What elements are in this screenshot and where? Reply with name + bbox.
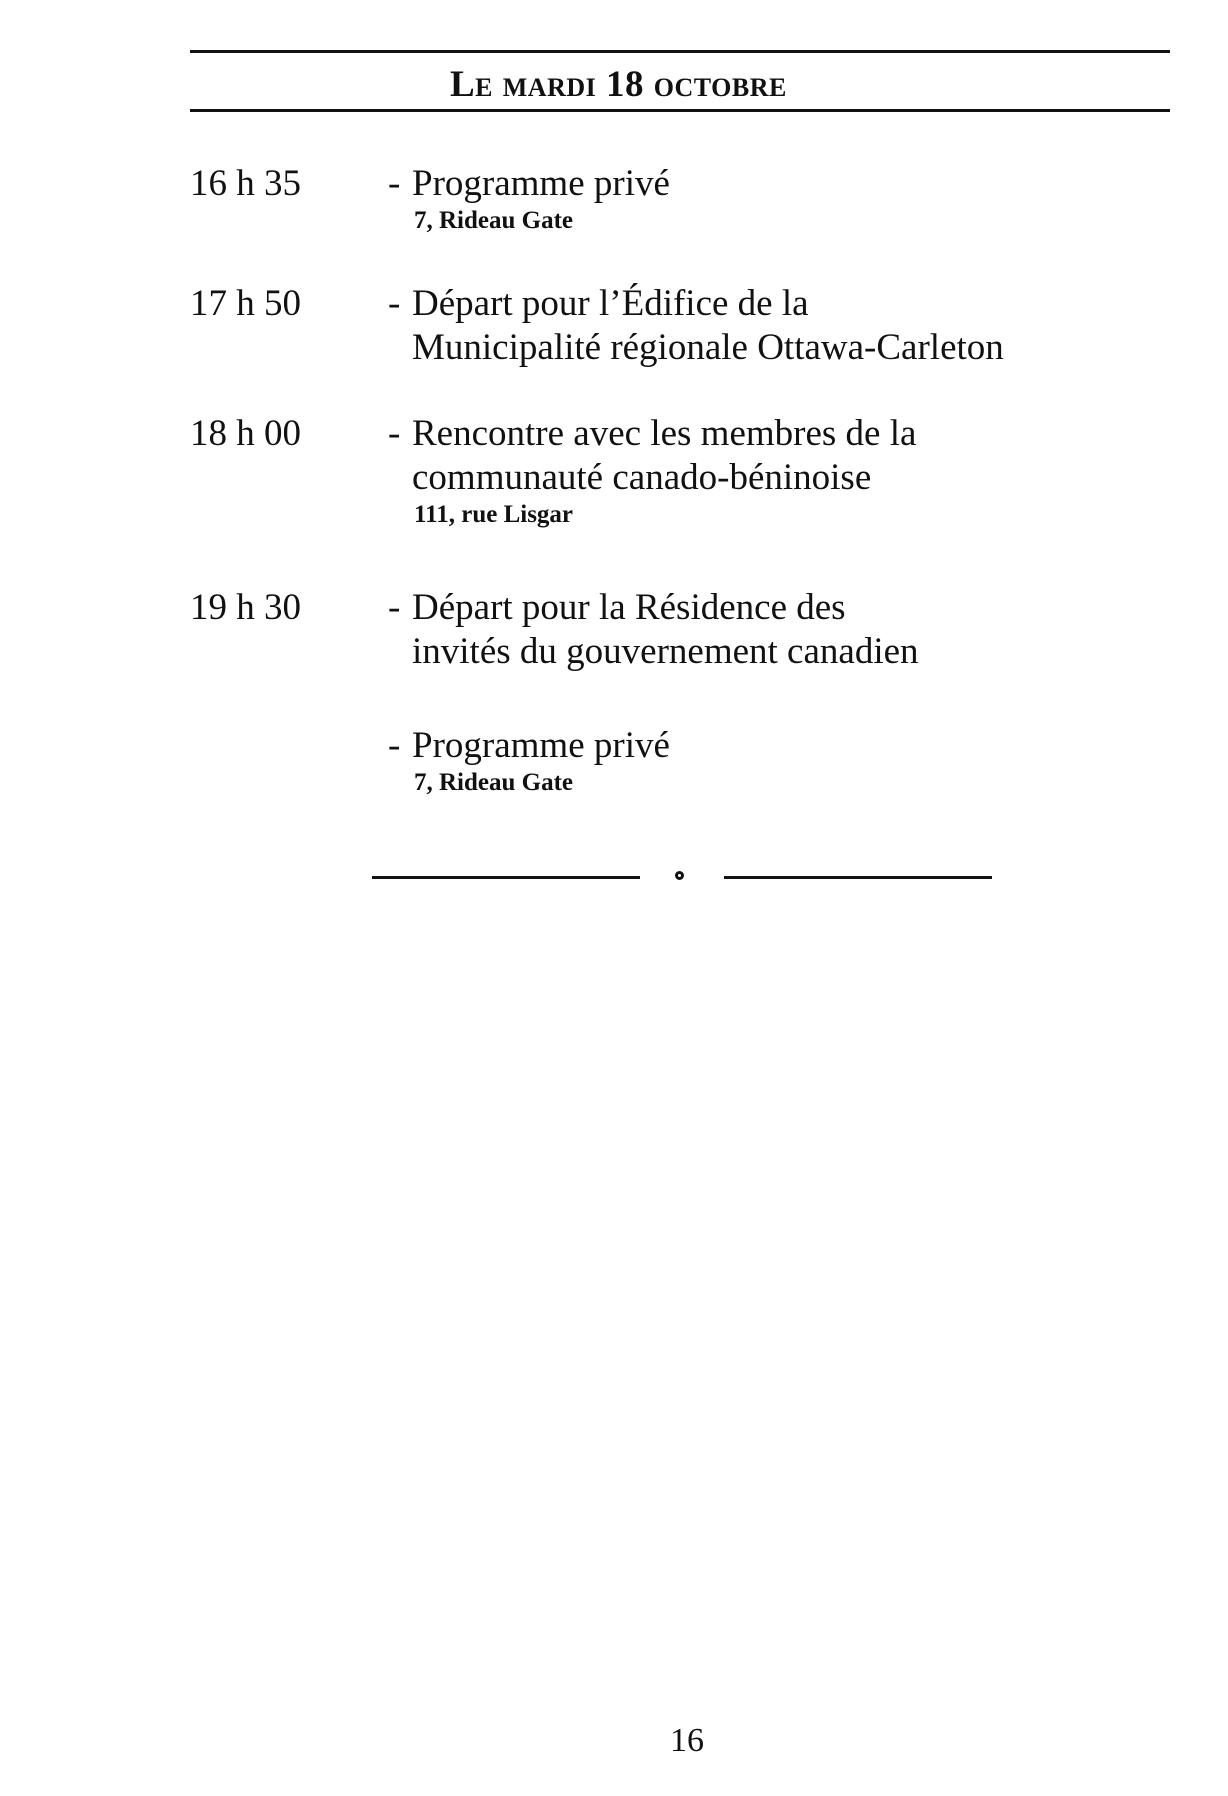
- entry-dash: -: [388, 725, 401, 766]
- entry-address: 7, Rideau Gate: [414, 207, 574, 234]
- entry-text: Programme privé: [412, 163, 670, 204]
- entry-description: [388, 412, 1152, 530]
- entry-text: Départ pour l’Édifice de la: [412, 283, 809, 324]
- page-title: Le mardi 18 octobre: [450, 64, 787, 105]
- entry-time: 18 h 00: [190, 413, 301, 454]
- entry-description: [388, 162, 1152, 236]
- section-divider: [372, 870, 992, 884]
- divider-line-right: [724, 876, 992, 879]
- entry-dash: -: [388, 413, 401, 454]
- entry-text: Départ pour la Résidence des: [412, 587, 846, 628]
- entry-description: [388, 586, 1152, 674]
- entry-text: invités du gouvernement canadien: [412, 631, 919, 672]
- entry-text: Municipalité régionale Ottawa-Carleton: [412, 327, 1004, 368]
- entry-address: 7, Rideau Gate: [414, 769, 574, 796]
- entry-text: Programme privé: [412, 725, 670, 766]
- entry-description: [388, 282, 1152, 370]
- page-header: [190, 50, 1170, 112]
- entry-text: communauté canado-béninoise: [412, 457, 872, 498]
- entry-address: 111, rue Lisgar: [414, 501, 574, 528]
- entry-time: 19 h 30: [190, 587, 301, 628]
- entry-dash: -: [388, 587, 401, 628]
- entry-time: 17 h 50: [190, 283, 301, 324]
- divider-line-left: [372, 876, 640, 879]
- entry-dash: -: [388, 283, 401, 324]
- entry-description: [388, 724, 1152, 798]
- divider-dot-icon: [675, 871, 684, 880]
- entry-text: Rencontre avec les membres de la: [412, 413, 917, 454]
- entry-dash: -: [388, 163, 401, 204]
- entry-time: 16 h 35: [190, 163, 301, 204]
- page-number: 16: [670, 1722, 704, 1759]
